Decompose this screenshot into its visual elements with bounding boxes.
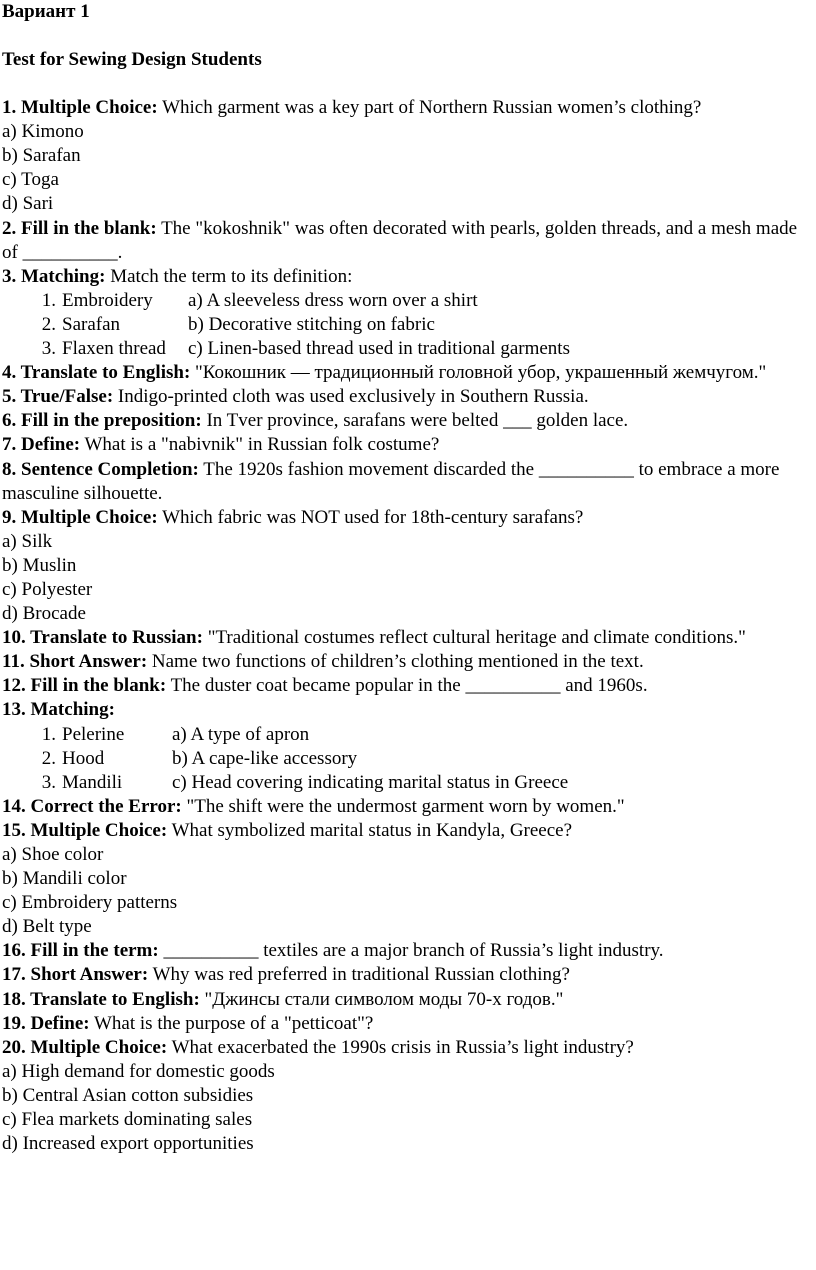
question-label: 18. Translate to English: [2, 988, 200, 1010]
question-5 [2, 385, 812, 409]
question-18 [2, 988, 812, 1012]
matching-definition: b) A cape-like accessory [172, 747, 358, 769]
matching-row [2, 771, 816, 795]
question-label: 19. Define: [2, 1012, 90, 1034]
question-16 [2, 939, 812, 963]
question-label: 4. Translate to English: [2, 362, 191, 384]
answer-option: d) Sari [2, 193, 54, 215]
question-text: The duster coat became popular in the __________ and 1960s. [166, 675, 648, 697]
matching-number: 2. [41, 747, 56, 769]
spacer [2, 24, 816, 48]
matching-number: 3. [41, 771, 56, 793]
question-text: What is the purpose of a "petticoat"? [89, 1012, 374, 1034]
question-text: __________ textiles are a major branch of Russia’s light industry. [158, 940, 664, 962]
matching-row [2, 337, 816, 361]
matching-term: Sarafan [62, 313, 121, 335]
question-text: "The shift were the undermost garment worn by women." [181, 795, 625, 817]
matching-number: 2. [41, 313, 56, 335]
question-1 [2, 96, 812, 120]
test-title: Test for Sewing Design Students [2, 49, 262, 70]
answer-option: a) Shoe color [2, 844, 104, 865]
matching-term: Hood [62, 747, 105, 769]
question-label: 15. Multiple Choice: [2, 819, 168, 841]
question-4 [2, 361, 812, 385]
matching-number: 3. [41, 338, 56, 360]
question-19 [2, 1012, 812, 1036]
question-9 [2, 506, 812, 530]
spacer [2, 72, 816, 96]
question-text: "Джинсы стали символом моды 70-х годов." [199, 988, 564, 1010]
question-label: 12. Fill in the blank: [2, 675, 167, 697]
question-6 [2, 409, 812, 433]
answer-option: b) Central Asian cotton subsidies [2, 1084, 254, 1106]
question-8 [2, 458, 812, 506]
matching-definition: a) A type of apron [172, 723, 310, 745]
question-text: What is a "nabivnik" in Russian folk costume? [80, 434, 440, 456]
question-20 [2, 1036, 812, 1060]
question-label: 8. Sentence Completion: [2, 458, 199, 480]
answer-option: c) Embroidery patterns [2, 892, 178, 914]
question-text: Why was red preferred in traditional Russian clothing? [148, 964, 570, 986]
question-label: 6. Fill in the preposition: [2, 410, 202, 432]
answer-option: a) Kimono [2, 121, 84, 143]
question-text: Which fabric was NOT used for 18th-century sarafans? [157, 506, 584, 528]
matching-definition: c) Head covering indicating marital status in Greece [172, 771, 569, 793]
matching-row [2, 723, 816, 747]
answer-option: a) High demand for domestic goods [2, 1060, 275, 1082]
question-text: Match the term to its definition: [105, 265, 353, 287]
question-3 [2, 265, 812, 289]
matching-term: Mandili [62, 771, 123, 793]
matching-definition: a) A sleeveless dress worn over a shirt [188, 289, 478, 311]
question-text: "Traditional costumes reflect cultural heritage and climate conditions." [202, 627, 746, 649]
question-label: 3. Matching: [2, 265, 106, 287]
question-text: In Tver province, sarafans were belted ___ golden lace. [201, 410, 629, 432]
question-label: 10. Translate to Russian: [2, 627, 203, 649]
question-label: 11. Short Answer: [2, 651, 148, 673]
question-label: 20. Multiple Choice: [2, 1036, 168, 1058]
question-text: What exacerbated the 1990s crisis in Russia’s light industry? [167, 1036, 634, 1058]
question-text: Name two functions of children’s clothing mentioned in the text. [147, 651, 644, 673]
matching-term: Pelerine [62, 723, 125, 745]
question-2 [2, 217, 812, 265]
question-13 [2, 698, 812, 722]
answer-option: b) Mandili color [2, 868, 127, 890]
matching-definition: c) Linen-based thread used in traditional garments [188, 338, 570, 360]
question-text: The "kokoshnik" was often decorated with pearls, golden threads, and a mesh made of __________. [2, 217, 798, 263]
question-text: Indigo-printed cloth was used exclusively in Southern Russia. [113, 386, 589, 408]
question-label: 9. Multiple Choice: [2, 506, 158, 528]
question-17 [2, 963, 812, 987]
question-list [2, 96, 816, 1156]
question-label: 16. Fill in the term: [2, 940, 159, 962]
question-text: "Кокошник — традиционный головной убор, украшенный жемчугом." [190, 362, 767, 384]
matching-row [2, 289, 816, 313]
matching-number: 1. [41, 289, 56, 311]
matching-term: Embroidery [62, 289, 153, 311]
matching-row [2, 313, 816, 337]
variant-heading: Вариант 1 [2, 1, 90, 22]
answer-option: b) Muslin [2, 554, 77, 576]
question-label: 7. Define: [2, 434, 81, 456]
answer-option: b) Sarafan [2, 145, 81, 167]
matching-term: Flaxen thread [62, 338, 166, 360]
answer-option: d) Belt type [2, 916, 92, 938]
matching-number: 1. [41, 723, 56, 745]
question-text: Which garment was a key part of Northern Russian women’s clothing? [157, 97, 702, 119]
question-label: 14. Correct the Error: [2, 795, 182, 817]
answer-option: c) Flea markets dominating sales [2, 1109, 253, 1131]
question-label: 1. Multiple Choice: [2, 97, 158, 119]
answer-option: c) Toga [2, 169, 59, 191]
answer-option: d) Brocade [2, 603, 86, 625]
question-text: What symbolized marital status in Kandyla, Greece? [167, 819, 573, 841]
question-label: 2. Fill in the blank: [2, 217, 157, 239]
question-7 [2, 433, 812, 457]
question-text: The 1920s fashion movement discarded the __________ to embrace a more masculine silhouette. [2, 458, 780, 504]
matching-row [2, 747, 816, 771]
question-label: 17. Short Answer: [2, 964, 149, 986]
question-label: 13. Matching: [2, 699, 115, 721]
question-label: 5. True/False: [2, 386, 114, 408]
matching-definition: b) Decorative stitching on fabric [188, 313, 435, 335]
answer-option: c) Polyester [2, 578, 93, 600]
question-10 [2, 626, 812, 650]
question-15 [2, 819, 812, 843]
answer-option: d) Increased export opportunities [2, 1133, 254, 1155]
question-14 [2, 795, 812, 819]
question-11 [2, 650, 812, 674]
answer-option: a) Silk [2, 530, 53, 552]
question-12 [2, 674, 812, 698]
